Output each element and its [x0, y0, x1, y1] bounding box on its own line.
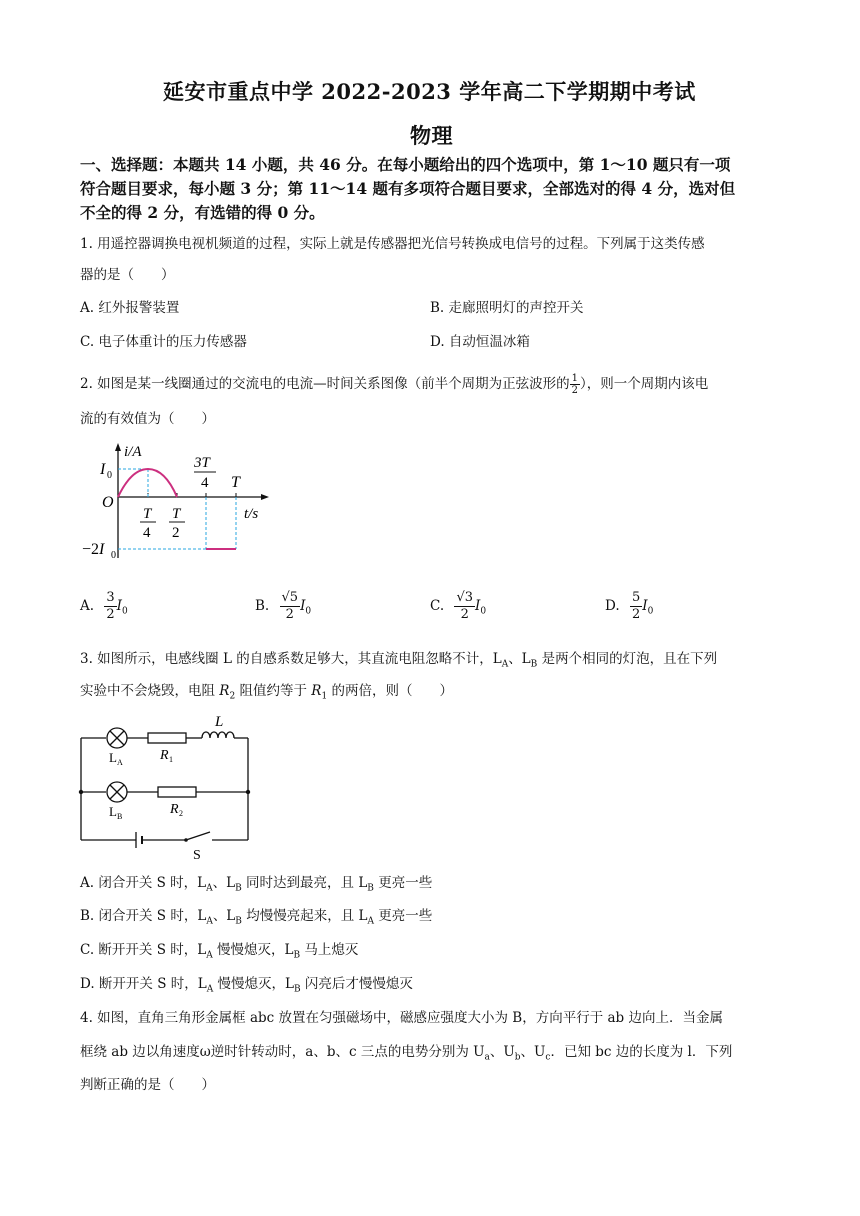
label-origin: O	[102, 494, 114, 511]
label-s: S	[193, 848, 201, 862]
q2-stem-line1	[80, 373, 708, 396]
y-axis-arrow	[115, 443, 121, 451]
subject-title: 物理	[410, 123, 453, 148]
label-3T-den: 4	[201, 475, 209, 491]
q3-text-2: 、L	[508, 651, 531, 667]
q2-frac-num: 1	[571, 373, 579, 384]
label-i0: I	[100, 461, 106, 478]
label-la-sub: A	[117, 758, 123, 767]
q3-text-5: 阻值约等于	[235, 683, 312, 699]
section-instructions-line2: 符合题目要求，每小题 3 分；第 11～14 题有多项符合题目要求，全部选对的得 4 分，选对但	[80, 179, 736, 198]
q3-sub-b: B	[530, 659, 538, 670]
q2-option-b	[255, 590, 311, 623]
q2-option-d	[605, 590, 653, 623]
q1-option-d: D. 自动恒温冰箱	[430, 334, 530, 350]
q3-r2: R	[219, 683, 230, 699]
label-i0-sub: 0	[107, 470, 112, 481]
q3-text-6: 的两倍，则（ ）	[327, 683, 453, 699]
label-T2-den: 2	[172, 525, 180, 541]
q4-stem-line3: 判断正确的是（ ）	[80, 1077, 215, 1093]
label-lb: L	[109, 804, 117, 819]
q2-option-b-num: √5	[281, 590, 299, 605]
q2-option-c-num: √3	[456, 590, 473, 605]
q3-option-c: C. 断开开关 S 时，$L_A$ 慢慢熄灭，$L_B$ 马上熄灭	[80, 942, 359, 961]
q3-r1-sub: 1	[321, 691, 328, 702]
q1-option-b: B. 走廊照明灯的声控开关	[430, 300, 584, 316]
q2-option-b-i: I	[300, 598, 306, 614]
q2-option-b-label: B.	[255, 598, 270, 614]
q3-circuit-diagram	[78, 712, 258, 862]
q2-option-d-num: 5	[631, 590, 641, 605]
q2-option-a-label: A.	[80, 598, 95, 614]
label-T4: T	[143, 506, 152, 522]
q2-option-a-sub: 0	[121, 606, 128, 617]
label-r1-sub: 1	[169, 755, 173, 764]
section-instructions-line3: 不全的得 2 分，有选错的得 0 分。	[80, 203, 325, 222]
q4-stem-line1: 4. 如图，直角三角形金属框 abc 放置在匀强磁场中，磁感应强度大小为 B，方向平行于 ab 边向上．当金属	[80, 1010, 723, 1026]
q2-option-d-den: 2	[631, 607, 641, 622]
label-3T: 3T	[194, 455, 210, 471]
q2-fraction-half	[570, 373, 580, 396]
label-T: T	[231, 474, 240, 491]
q2-option-d-i: I	[642, 598, 648, 614]
q3-r1: R	[311, 683, 322, 699]
q2-option-c	[430, 590, 486, 623]
y-axis-label: i/A	[124, 444, 142, 460]
q2-option-b-den: 2	[285, 607, 294, 622]
q2-option-d-label: D.	[605, 598, 620, 614]
q3-text-4: 实验中不会烧毁，电阻	[80, 683, 220, 699]
q3-option-a: A. 闭合开关 S 时，$L_A$、$L_B$ 同时达到最亮，且 $L_B$ 更亮一些	[80, 875, 433, 894]
q2-option-d-sub: 0	[647, 606, 654, 617]
q1-stem-line2: 器的是（ ）	[80, 267, 175, 283]
q3-r2-sub: 2	[229, 691, 236, 702]
q2-stem-text-a: 2. 如图是某一线圈通过的交流电的电流—时间关系图像（前半个周期为正弦波形的	[80, 376, 570, 392]
label-neg-sub: 0	[111, 550, 116, 561]
label-neg-2i0: −2I	[82, 541, 105, 558]
label-l: L	[215, 714, 224, 730]
label-lb-sub: B	[117, 812, 123, 821]
q2-option-c-i: I	[475, 598, 481, 614]
q1-option-c: C. 电子体重计的压力传感器	[80, 334, 247, 350]
q3-stem-line1	[80, 650, 717, 674]
q1-stem-line1: 1. 用遥控器调换电视机频道的过程，实际上就是传感器把光信号转换成电信号的过程。下列属于这类传感	[80, 236, 705, 252]
inductor-l	[202, 732, 234, 738]
q2-option-a-num: 3	[106, 590, 115, 605]
q3-option-d: D. 断开开关 S 时，$L_A$ 慢慢熄灭，$L_B$ 闪亮后才慢慢熄灭	[80, 976, 413, 995]
sine-half-curve	[118, 469, 177, 497]
label-r1: R	[160, 748, 169, 763]
label-r2: R	[170, 802, 179, 817]
q2-option-c-sub: 0	[480, 606, 487, 617]
label-T4-den: 4	[143, 525, 151, 541]
label-r2-sub: 2	[179, 809, 183, 818]
resistor-r1	[148, 733, 186, 743]
x-axis-arrow	[261, 494, 269, 500]
q3-stem-line2	[80, 682, 453, 706]
q2-option-c-den: 2	[460, 607, 469, 622]
q4-stem-line2: 框绕 ab 边以角速度ω逆时针转动时，a、b、c 三点的电势分别为 $U_a$、$U_b$、$U_c$．已知 bc 边的长度为 l．下列	[80, 1044, 733, 1063]
resistor-r2	[158, 787, 196, 797]
q2-current-time-graph	[80, 440, 280, 570]
q3-option-b: B. 闭合开关 S 时，$L_A$、$L_B$ 均慢慢亮起来，且 $L_A$ 更亮一些	[80, 908, 433, 927]
label-T2: T	[172, 506, 181, 522]
q3-text-1: 3. 如图所示，电感线圈 L 的自感系数足够大，其直流电阻忽略不计，L	[80, 651, 502, 667]
q2-option-a-den: 2	[106, 607, 115, 622]
section-instructions-line1: 一、选择题：本题共 14 小题，共 46 分。在每小题给出的四个选项中，第 1～10 题只有一项	[80, 155, 731, 174]
q2-option-a-i: I	[116, 598, 122, 614]
q2-option-b-sub: 0	[305, 606, 312, 617]
exam-title: 延安市重点中学 2022-2023 学年高二下学期期中考试	[163, 79, 696, 104]
label-la: L	[109, 750, 117, 765]
q2-stem-line2: 流的有效值为（ ）	[80, 411, 215, 427]
q1-option-a: A. 红外报警装置	[80, 300, 180, 316]
x-axis-label: t/s	[244, 506, 259, 522]
q2-option-a	[80, 590, 128, 623]
q2-option-c-label: C.	[430, 598, 445, 614]
q3-text-3: 是两个相同的灯泡，且在下列	[537, 651, 718, 667]
q3-sub-a: A	[501, 659, 509, 670]
switch-s-icon	[186, 832, 210, 840]
q2-stem-text-b: ），则一个周期内该电	[580, 376, 709, 392]
q2-frac-den: 2	[571, 385, 579, 396]
